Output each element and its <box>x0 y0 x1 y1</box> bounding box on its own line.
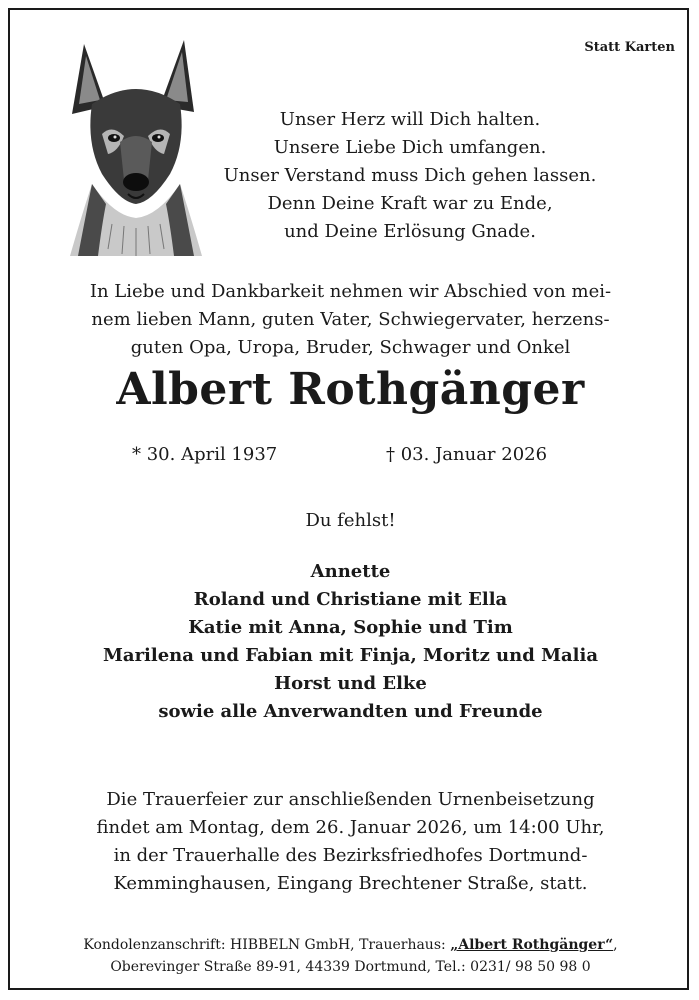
intro-text <box>32 278 669 362</box>
condolence-address <box>20 934 681 978</box>
family-line: Annette <box>310 561 391 582</box>
service-line: findet am Montag, dem 26. Januar 2026, um 14:00 Uhr, <box>96 817 605 838</box>
intro-line: guten Opa, Uropa, Bruder, Schwager und Onkel <box>130 337 571 358</box>
intro-line: nem lieben Mann, guten Vater, Schwiegervater, herzens- <box>91 309 610 330</box>
family-line: Roland und Christiane mit Ella <box>193 589 508 610</box>
poem-line: und Deine Erlösung Gnade. <box>284 221 536 242</box>
family-line: Katie mit Anna, Sophie und Tim <box>188 617 513 638</box>
poem-line: Denn Deine Kraft war zu Ende, <box>267 193 553 214</box>
family-line: Marilena und Fabian mit Finja, Moritz und Malia <box>102 645 599 666</box>
condolence-prefix: Kondolenzanschrift: HIBBELN GmbH, Trauerhaus: <box>83 937 451 953</box>
condolence-line-1 <box>20 934 681 956</box>
family-line: Horst und Elke <box>274 673 427 694</box>
poem <box>210 106 610 246</box>
intro-line: In Liebe und Dankbarkeit nehmen wir Abschied von mei- <box>89 281 612 302</box>
service-line: Kemminghausen, Eingang Brechtener Straße, statt. <box>113 873 588 894</box>
german-shepherd-icon <box>62 34 210 259</box>
death-date: † 03. Januar 2026 <box>386 444 548 465</box>
condolence-line-2: Oberevinger Straße 89-91, 44339 Dortmund, Tel.: 0231/ 98 50 98 0 <box>110 959 591 975</box>
poem-line: Unser Herz will Dich halten. <box>279 109 541 130</box>
birth-date: * 30. April 1937 <box>132 444 278 465</box>
obituary-notice <box>8 8 689 990</box>
service-line: Die Trauerfeier zur anschließenden Urnenbeisetzung <box>106 789 595 810</box>
funeral-service-info <box>26 786 675 898</box>
statt-karten-label: Statt Karten <box>584 40 675 55</box>
family-list <box>10 558 691 726</box>
family-line: sowie alle Anverwandten und Freunde <box>158 701 543 722</box>
service-line: in der Trauerhalle des Bezirksfriedhofes Dortmund- <box>113 845 588 866</box>
missed-text: Du fehlst! <box>305 510 396 531</box>
poem-line: Unsere Liebe Dich umfangen. <box>273 137 547 158</box>
trauerhaus-name: „Albert Rothgänger“ <box>450 937 614 953</box>
poem-line: Unser Verstand muss Dich gehen lassen. <box>223 165 597 186</box>
condolence-suffix: , <box>613 937 618 953</box>
deceased-name: Albert Rothgänger <box>116 364 585 415</box>
